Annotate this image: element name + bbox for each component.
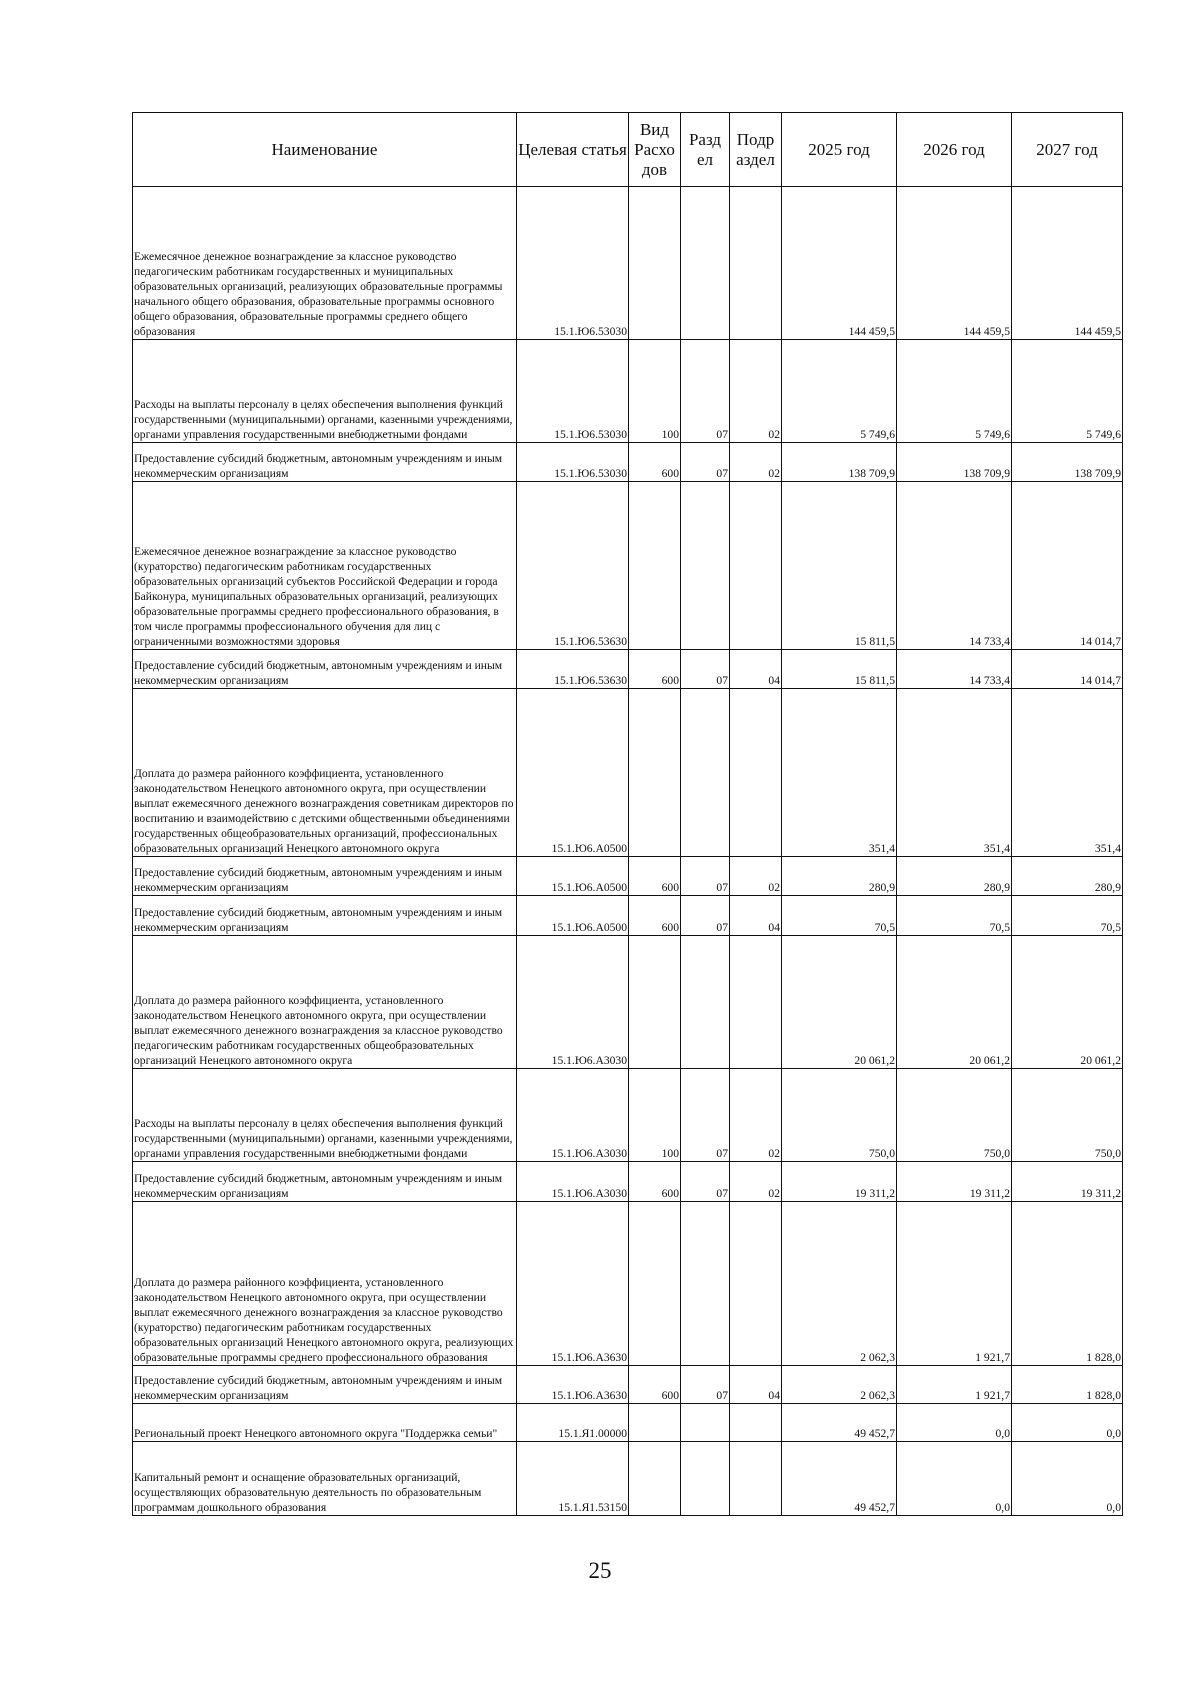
row-2026: 14 733,4 [897, 482, 1012, 650]
row-name: Предоставление субсидий бюджетным, автономным учреждениям и иным некоммерческим организациям [133, 1162, 517, 1202]
table-row [133, 1162, 1123, 1202]
row-name: Предоставление субсидий бюджетным, автономным учреждениям и иным некоммерческим организациям [133, 857, 517, 896]
row-name: Капитальный ремонт и оснащение образовательных организаций, осуществляющих образовательную деятельность по образовательным программам дошкольного образования [133, 1442, 517, 1516]
row-kind: 600 [629, 896, 681, 936]
row-2025: 5 749,6 [782, 340, 897, 443]
row-subsection: 02 [730, 857, 782, 896]
row-subsection [730, 482, 782, 650]
row-target: 15.1.Ю6.53630 [517, 482, 629, 650]
row-name: Доплата до размера районного коэффициента, установленного законодательством Ненецкого автономного округа, при осуществлении выплат ежемесячного денежного вознаграждения за классное руководство (кураторство) педагогическим работникам государственных образовательных организаций Ненецкого автономного округа, реализующих образовательные программы среднего профессионального образования [133, 1202, 517, 1366]
row-kind: 600 [629, 1366, 681, 1404]
row-2027: 19 311,2 [1012, 1162, 1123, 1202]
row-target: 15.1.Ю6.53030 [517, 443, 629, 482]
row-subsection [730, 689, 782, 857]
table-row [133, 1366, 1123, 1404]
row-2026: 1 921,7 [897, 1202, 1012, 1366]
row-2026: 70,5 [897, 896, 1012, 936]
row-2026: 0,0 [897, 1442, 1012, 1516]
row-2025: 15 811,5 [782, 650, 897, 689]
row-subsection: 04 [730, 1366, 782, 1404]
row-target: 15.1.Ю6.А0500 [517, 689, 629, 857]
row-2025: 49 452,7 [782, 1442, 897, 1516]
row-2025: 15 811,5 [782, 482, 897, 650]
row-section [681, 1404, 730, 1442]
header-subsection: Подр аздел [730, 113, 782, 187]
table-row [133, 482, 1123, 650]
row-2026: 1 921,7 [897, 1366, 1012, 1404]
table-row [133, 443, 1123, 482]
row-section: 07 [681, 340, 730, 443]
row-subsection: 02 [730, 443, 782, 482]
row-subsection [730, 187, 782, 340]
row-2027: 70,5 [1012, 896, 1123, 936]
row-kind [629, 1404, 681, 1442]
row-2027: 5 749,6 [1012, 340, 1123, 443]
row-kind [629, 936, 681, 1069]
row-name: Предоставление субсидий бюджетным, автономным учреждениям и иным некоммерческим организациям [133, 650, 517, 689]
header-kind: Вид Расхо дов [629, 113, 681, 187]
budget-table [132, 112, 1123, 1516]
row-kind: 600 [629, 650, 681, 689]
row-kind: 100 [629, 340, 681, 443]
table-row [133, 340, 1123, 443]
row-section: 07 [681, 896, 730, 936]
row-section: 07 [681, 650, 730, 689]
row-2025: 2 062,3 [782, 1202, 897, 1366]
row-target: 15.1.Ю6.53030 [517, 340, 629, 443]
header-target: Целевая статья [517, 113, 629, 187]
row-subsection: 02 [730, 340, 782, 443]
row-subsection: 02 [730, 1162, 782, 1202]
row-2025: 144 459,5 [782, 187, 897, 340]
table-row [133, 1069, 1123, 1162]
row-kind [629, 1202, 681, 1366]
row-subsection: 04 [730, 650, 782, 689]
row-section [681, 187, 730, 340]
row-2027: 750,0 [1012, 1069, 1123, 1162]
table-row [133, 857, 1123, 896]
page-number: 25 [588, 1558, 612, 1583]
row-section: 07 [681, 1366, 730, 1404]
header-2025: 2025 год [782, 113, 897, 187]
row-2027: 0,0 [1012, 1404, 1123, 1442]
row-2025: 70,5 [782, 896, 897, 936]
row-kind [629, 482, 681, 650]
row-2025: 2 062,3 [782, 1366, 897, 1404]
row-target: 15.1.Ю6.А3630 [517, 1202, 629, 1366]
table-row [133, 1442, 1123, 1516]
table-row [133, 187, 1123, 340]
row-2026: 138 709,9 [897, 443, 1012, 482]
row-section [681, 689, 730, 857]
row-subsection [730, 1442, 782, 1516]
row-target: 15.1.Я1.53150 [517, 1442, 629, 1516]
row-kind: 600 [629, 1162, 681, 1202]
row-target: 15.1.Я1.00000 [517, 1404, 629, 1442]
row-2027: 14 014,7 [1012, 650, 1123, 689]
row-name: Расходы на выплаты персоналу в целях обеспечения выполнения функций государственными (муниципальными) органами, казенными учреждениями, органами управления государственными внебюджетными фондами [133, 1069, 517, 1162]
table-row [133, 896, 1123, 936]
row-2026: 750,0 [897, 1069, 1012, 1162]
header-2027: 2027 год [1012, 113, 1123, 187]
row-name: Расходы на выплаты персоналу в целях обеспечения выполнения функций государственными (муниципальными) органами, казенными учреждениями, органами управления государственными внебюджетными фондами [133, 340, 517, 443]
row-name: Ежемесячное денежное вознаграждение за классное руководство (кураторство) педагогическим работникам государственных образовательных организаций субъектов Российской Федерации и города Байконура, муниципальных образовательных организаций, реализующих образовательные программы среднего профессионального образования, в том числе программы профессионального обучения для лиц с ограниченными возможностями здоровья [133, 482, 517, 650]
row-2025: 750,0 [782, 1069, 897, 1162]
row-section [681, 1202, 730, 1366]
row-subsection [730, 1404, 782, 1442]
header-name: Наименование [133, 113, 517, 187]
row-2027: 144 459,5 [1012, 187, 1123, 340]
row-name: Предоставление субсидий бюджетным, автономным учреждениям и иным некоммерческим организациям [133, 896, 517, 936]
table-row [133, 1202, 1123, 1366]
table-row [133, 1404, 1123, 1442]
row-2027: 1 828,0 [1012, 1202, 1123, 1366]
row-2026: 0,0 [897, 1404, 1012, 1442]
row-section [681, 1442, 730, 1516]
row-2026: 20 061,2 [897, 936, 1012, 1069]
row-2026: 351,4 [897, 689, 1012, 857]
row-name: Доплата до размера районного коэффициента, установленного законодательством Ненецкого автономного округа, при осуществлении выплат ежемесячного денежного вознаграждения советникам директоров по воспитанию и взаимодействию с детскими общественными объединениями государственных общеобразовательных организаций, профессиональных образовательных организаций Ненецкого автономного округа [133, 689, 517, 857]
table-row [133, 936, 1123, 1069]
row-2027: 20 061,2 [1012, 936, 1123, 1069]
row-section: 07 [681, 443, 730, 482]
row-2027: 351,4 [1012, 689, 1123, 857]
row-2027: 280,9 [1012, 857, 1123, 896]
header-section: Разд ел [681, 113, 730, 187]
row-target: 15.1.Ю6.А3630 [517, 1366, 629, 1404]
row-section: 07 [681, 857, 730, 896]
row-target: 15.1.Ю6.А0500 [517, 896, 629, 936]
row-kind: 600 [629, 857, 681, 896]
header-row [133, 113, 1123, 187]
row-2026: 14 733,4 [897, 650, 1012, 689]
row-target: 15.1.Ю6.53030 [517, 187, 629, 340]
row-kind [629, 689, 681, 857]
row-target: 15.1.Ю6.А3030 [517, 936, 629, 1069]
row-2026: 144 459,5 [897, 187, 1012, 340]
row-kind: 100 [629, 1069, 681, 1162]
table-row [133, 689, 1123, 857]
row-2025: 351,4 [782, 689, 897, 857]
row-subsection: 02 [730, 1069, 782, 1162]
row-target: 15.1.Ю6.А3030 [517, 1069, 629, 1162]
row-section: 07 [681, 1069, 730, 1162]
row-kind [629, 1442, 681, 1516]
row-2027: 0,0 [1012, 1442, 1123, 1516]
row-subsection: 04 [730, 896, 782, 936]
header-2026: 2026 год [897, 113, 1012, 187]
row-2025: 138 709,9 [782, 443, 897, 482]
row-target: 15.1.Ю6.53630 [517, 650, 629, 689]
row-2027: 1 828,0 [1012, 1366, 1123, 1404]
row-2026: 19 311,2 [897, 1162, 1012, 1202]
row-2027: 138 709,9 [1012, 443, 1123, 482]
row-2026: 280,9 [897, 857, 1012, 896]
row-name: Предоставление субсидий бюджетным, автономным учреждениям и иным некоммерческим организациям [133, 1366, 517, 1404]
row-section [681, 482, 730, 650]
row-2027: 14 014,7 [1012, 482, 1123, 650]
row-section: 07 [681, 1162, 730, 1202]
row-name: Ежемесячное денежное вознаграждение за классное руководство педагогическим работникам государственных и муниципальных образовательных организаций, реализующих образовательные программы начального общего образования, образовательные программы основного общего образования, образовательные программы среднего общего образования [133, 187, 517, 340]
row-2025: 49 452,7 [782, 1404, 897, 1442]
row-2026: 5 749,6 [897, 340, 1012, 443]
row-section [681, 936, 730, 1069]
row-2025: 280,9 [782, 857, 897, 896]
row-target: 15.1.Ю6.А3030 [517, 1162, 629, 1202]
row-2025: 20 061,2 [782, 936, 897, 1069]
row-subsection [730, 1202, 782, 1366]
row-target: 15.1.Ю6.А0500 [517, 857, 629, 896]
row-name: Доплата до размера районного коэффициента, установленного законодательством Ненецкого автономного округа, при осуществлении выплат ежемесячного денежного вознаграждения за классное руководство педагогическим работникам государственных общеобразовательных организаций Ненецкого автономного округа [133, 936, 517, 1069]
row-kind: 600 [629, 443, 681, 482]
row-kind [629, 187, 681, 340]
row-2025: 19 311,2 [782, 1162, 897, 1202]
table-row [133, 650, 1123, 689]
row-name: Предоставление субсидий бюджетным, автономным учреждениям и иным некоммерческим организациям [133, 443, 517, 482]
row-subsection [730, 936, 782, 1069]
row-name: Региональный проект Ненецкого автономного округа "Поддержка семьи" [133, 1404, 517, 1442]
